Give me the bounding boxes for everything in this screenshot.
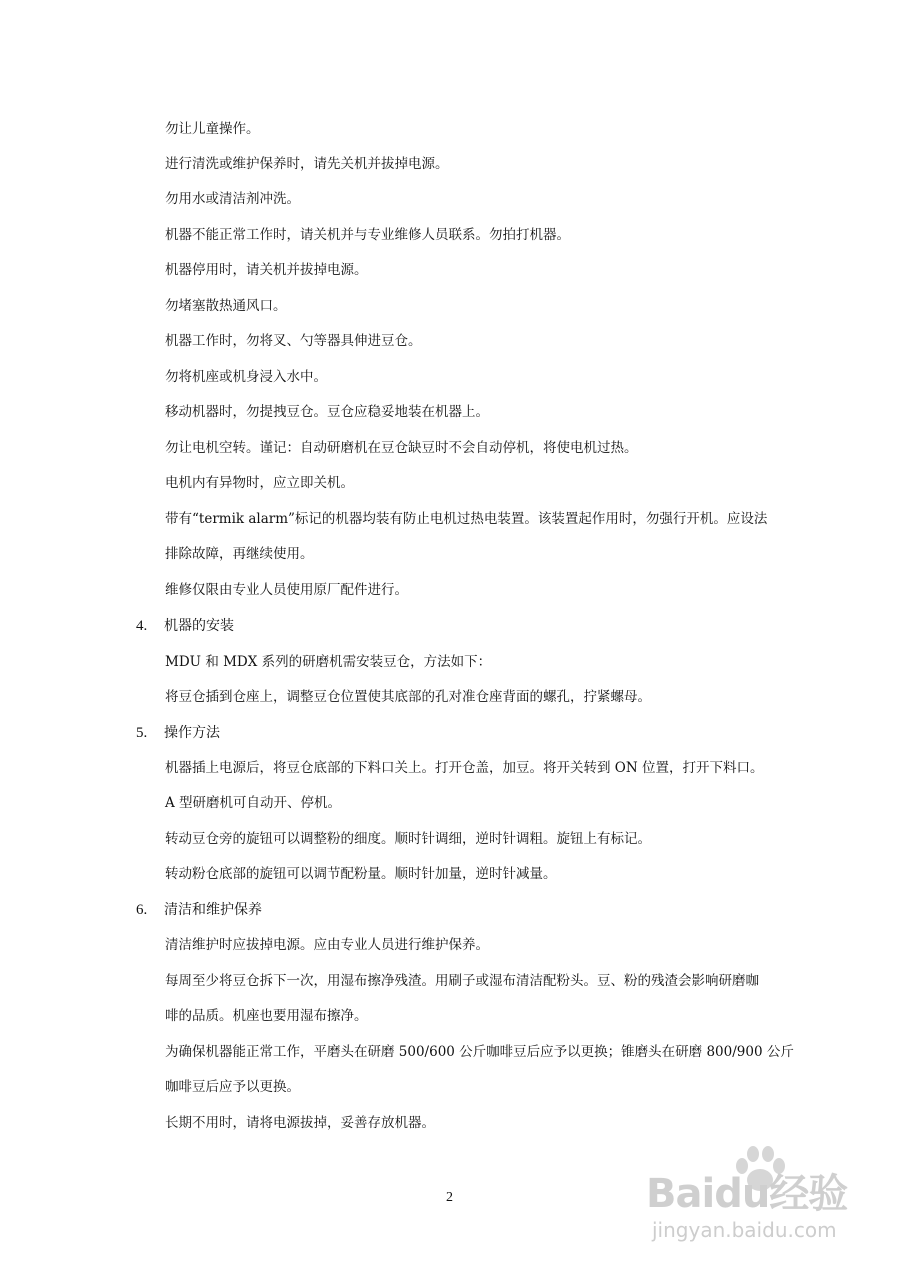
section-title: 机器的安装 [164,618,234,634]
text-line: 机器工作时，勿将叉、勺等器具伸进豆仓。 [165,333,422,349]
text-line: 排除故障，再继续使用。 [165,546,314,562]
text-line: 长期不用时，请将电源拔掉，妥善存放机器。 [165,1115,435,1131]
text-line: 带有“termik alarm”标记的机器均装有防止电机过热电装置。该装置起作用时，勿强行开机。应设法 [165,511,768,527]
text-line: 转动豆仓旁的旋钮可以调整粉的细度。顺时针调细，逆时针调粗。旋钮上有标记。 [165,831,651,847]
text-line: A 型研磨机可自动开、停机。 [165,795,342,811]
page-number: 2 [446,1190,453,1205]
text-line: 机器不能正常工作时，请关机并与专业维修人员联系。勿拍打机器。 [165,227,570,243]
text-line: 勿让电机空转。谨记：自动研磨机在豆仓缺豆时不会自动停机，将使电机过热。 [165,440,638,456]
text-line: 移动机器时，勿提拽豆仓。豆仓应稳妥地装在机器上。 [165,404,489,420]
text-line: 勿让儿童操作。 [165,121,260,137]
text-line: 机器插上电源后，将豆仓底部的下料口关上。打开仓盖，加豆。将开关转到 ON 位置，打开下料口。 [165,760,764,776]
text-line: 勿将机座或机身浸入水中。 [165,369,327,385]
text-line: MDU 和 MDX 系列的研磨机需安装豆仓，方法如下： [165,654,492,670]
text-line: 机器停用时，请关机并拔掉电源。 [165,262,368,278]
baidu-jingyan-watermark [640,1138,880,1268]
section-title: 操作方法 [164,725,220,741]
text-line: 维修仅限由专业人员使用原厂配件进行。 [165,582,408,598]
section-number: 6. [136,902,148,918]
section-number: 4. [136,618,148,634]
text-line: 将豆仓插到仓座上，调整豆仓位置使其底部的孔对准仓座背面的螺孔，拧紧螺母。 [165,689,651,705]
section-heading-cleaning [136,902,262,918]
text-line: 清洁维护时应拔掉电源。应由专业人员进行维护保养。 [165,937,489,953]
text-line: 进行清洗或维护保养时，请先关机并拔掉电源。 [165,156,449,172]
text-line: 电机内有异物时，应立即关机。 [165,475,354,491]
section-number: 5. [136,725,148,741]
watermark-brand: Baidu经验 [646,1171,848,1217]
watermark-url: jingyan.baidu.com [652,1218,837,1242]
text-line: 转动粉仓底部的旋钮可以调节配粉量。顺时针加量，逆时针减量。 [165,866,557,882]
section-heading-installation [136,618,234,634]
section-title: 清洁和维护保养 [164,902,262,918]
text-line: 勿用水或清洁剂冲洗。 [165,191,300,207]
text-line: 咖啡豆后应予以更换。 [165,1079,300,1095]
text-line: 啡的品质。机座也要用湿布擦净。 [165,1008,368,1024]
section-heading-operation [136,725,220,741]
text-line: 每周至少将豆仓拆下一次，用湿布擦净残渣。用刷子或湿布清洁配粉头。豆、粉的残渣会影响研磨咖 [165,973,759,989]
text-line: 为确保机器能正常工作，平磨头在研磨 500/600 公斤咖啡豆后应予以更换；锥磨头在研磨 800/900 公斤 [165,1044,794,1060]
text-line: 勿堵塞散热通风口。 [165,298,287,314]
